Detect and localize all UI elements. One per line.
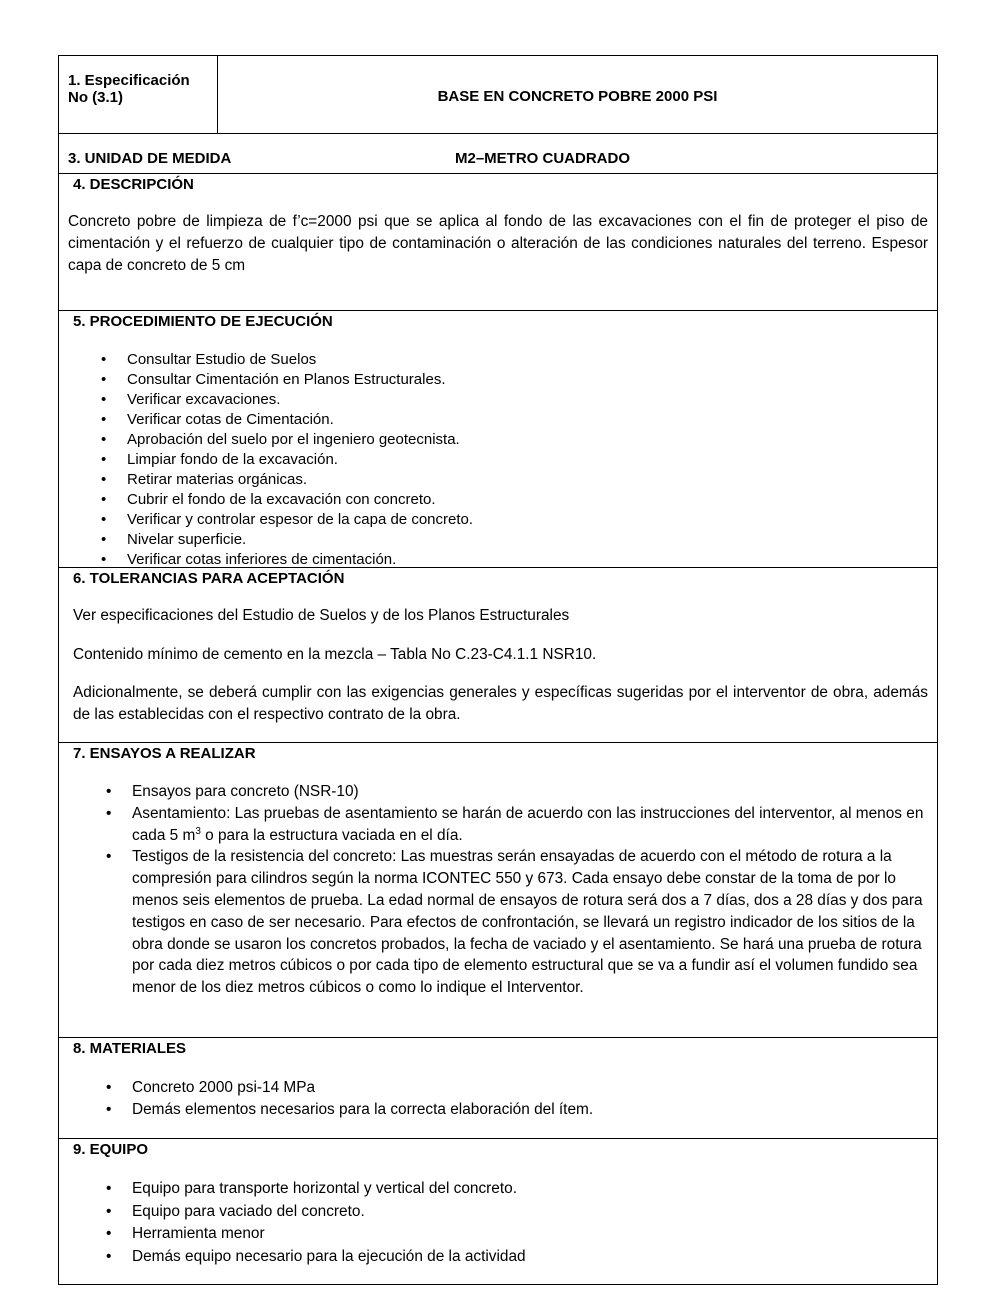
list-item: • Equipo para vaciado del concreto. xyxy=(132,1201,526,1224)
procedure-list xyxy=(127,350,473,570)
equipment-section xyxy=(59,1139,937,1286)
list-item: • Demás elementos necesarios para la correcta elaboración del ítem. xyxy=(132,1099,593,1121)
spec-title: BASE EN CONCRETO POBRE 2000 PSI xyxy=(437,88,718,105)
unit-row xyxy=(59,134,937,174)
tolerances-paragraph-2: Contenido mínimo de cemento en la mezcla – Tabla No C.23-C4.1.1 NSR10. xyxy=(73,646,597,663)
list-item: • Consultar Cimentación en Planos Estructurales. xyxy=(127,370,473,390)
list-item: • Testigos de la resistencia del concreto: Las muestras serán ensayadas de acuerdo con el método de rotura a la compresión para cilindros según la norma ICONTEC 550 y 673. Cada ensayo debe constar de la toma de por lo menos seis elementos de prueba. La edad normal de ensayos de rotura será dos a 7 días, dos a 28 días y dos para testigos en caso de ser necesario. Para efectos de confrontación, se llevará un registro indicador de los sitios de la obra donde se usaron los concretos probados, la fecha de vaciado y el asentamiento. Se hará una prueba de rotura por cada diez metros cúbicos o por cada tipo de elemento estructural que se va a fundir así el volumen fundido sea menor de los diez metros cúbicos o como lo indique el Interventor. xyxy=(132,846,928,999)
list-item: • Cubrir el fondo de la excavación con concreto. xyxy=(127,490,473,510)
tests-title: 7. ENSAYOS A REALIZAR xyxy=(73,745,256,762)
list-item: • Verificar cotas de Cimentación. xyxy=(127,410,473,430)
procedure-title: 5. PROCEDIMIENTO DE EJECUCIÓN xyxy=(73,313,333,330)
list-item: • Verificar cotas inferiores de cimentación. xyxy=(127,550,473,570)
list-item: • Retirar materias orgánicas. xyxy=(127,470,473,490)
tests-section xyxy=(59,743,937,1038)
materials-section xyxy=(59,1038,937,1139)
description-title: 4. DESCRIPCIÓN xyxy=(73,176,194,193)
spec-label-line1: 1. Especificación xyxy=(68,72,190,89)
list-item: • Demás equipo necesario para la ejecución de la actividad xyxy=(132,1246,526,1269)
list-item: • Limpiar fondo de la excavación. xyxy=(127,450,473,470)
tolerances-title: 6. TOLERANCIAS PARA ACEPTACIÓN xyxy=(73,570,345,587)
equipment-list xyxy=(132,1178,526,1268)
asentamiento-text: Asentamiento: Las pruebas de asentamiento se harán de acuerdo con las instrucciones del interventor, al menos en cada 5 m xyxy=(132,804,924,844)
cubic-superscript: 3 xyxy=(195,825,201,837)
description-text: Concreto pobre de limpieza de f’c=2000 psi que se aplica al fondo de las excavaciones con el fin de proteger el piso de cimentación y el refuerzo de cualquier tipo de contaminación o alteración de las condiciones naturales del terreno. Espesor capa de concreto de 5 cm xyxy=(68,213,928,274)
list-item: • Nivelar superficie. xyxy=(127,530,473,550)
tolerances-section xyxy=(59,568,937,743)
list-item: • Consultar Estudio de Suelos xyxy=(127,350,473,370)
tolerances-paragraph-1: Ver especificaciones del Estudio de Suelos y de los Planos Estructurales xyxy=(73,607,570,624)
list-item: • Concreto 2000 psi-14 MPa xyxy=(132,1077,593,1099)
header-row xyxy=(59,56,937,134)
list-item: • Equipo para transporte horizontal y vertical del concreto. xyxy=(132,1178,526,1201)
spec-label-line2: No (3.1) xyxy=(68,89,124,106)
tests-list xyxy=(132,781,928,999)
unit-label: 3. UNIDAD DE MEDIDA xyxy=(68,150,232,167)
list-item: • Verificar y controlar espesor de la capa de concreto. xyxy=(127,510,473,530)
list-item: • Herramienta menor xyxy=(132,1223,526,1246)
list-item: • Verificar excavaciones. xyxy=(127,390,473,410)
specification-sheet xyxy=(58,55,938,1285)
procedure-section xyxy=(59,311,937,568)
asentamiento-text-end: o para la estructura vaciada en el día. xyxy=(200,826,463,844)
description-section xyxy=(59,174,937,311)
equipment-title: 9. EQUIPO xyxy=(73,1141,149,1158)
materials-list xyxy=(132,1077,593,1121)
spec-number-cell xyxy=(59,56,218,133)
list-item xyxy=(132,803,928,847)
unit-value: M2–METRO CUADRADO xyxy=(455,150,631,167)
list-item: • Ensayos para concreto (NSR-10) xyxy=(132,781,928,803)
list-item: • Aprobación del suelo por el ingeniero geotecnista. xyxy=(127,430,473,450)
tolerances-paragraph-3: Adicionalmente, se deberá cumplir con las exigencias generales y específicas sugeridas por el interventor de obra, además de las establecidas con el respectivo contrato de la obra. xyxy=(73,684,928,723)
materials-title: 8. MATERIALES xyxy=(73,1040,187,1057)
